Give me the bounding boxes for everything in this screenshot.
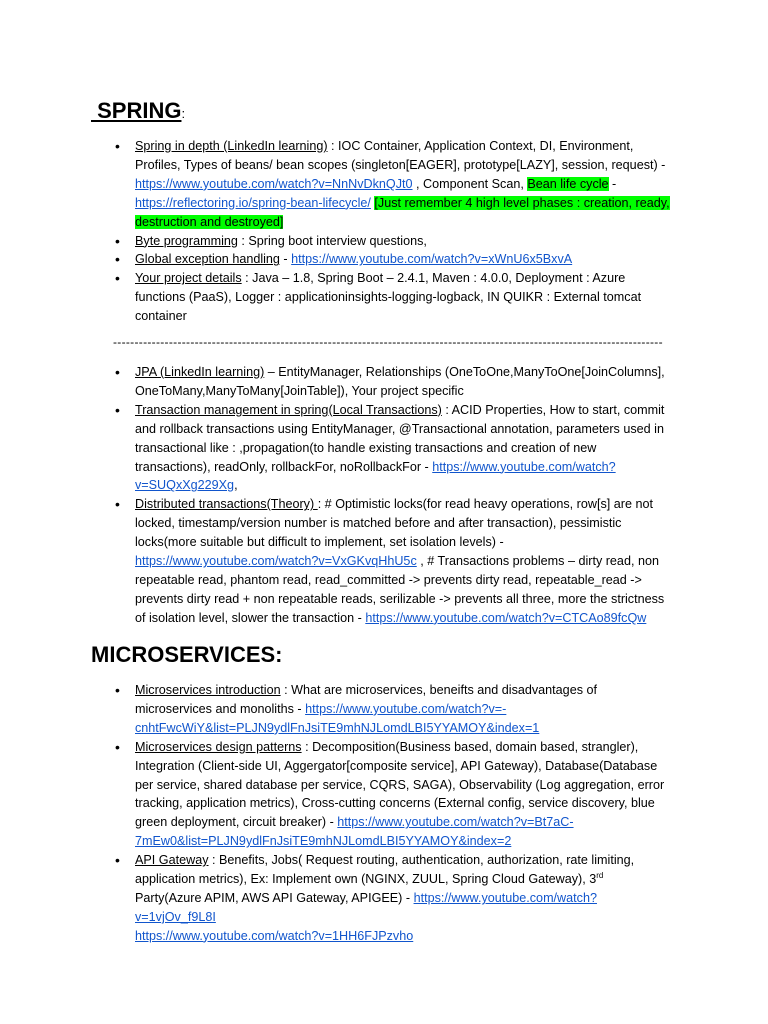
item-title: Transaction management in spring(Local Transactions) — [135, 402, 442, 417]
item-text: : # Optimistic locks(for read heavy operations, row[s] are not locked, timestamp/version number is matched before and after transaction), pessimistic locks(more suitable but difficult to implement, set isolation levels) - — [135, 497, 653, 550]
item-text: – EntityManager, Relationships (OneToOne,ManyToOne[JoinColumns], OneToMany,ManyToMany[JoinTable]), Your project specific — [135, 365, 665, 398]
item-text: - — [279, 252, 292, 267]
spring-heading — [91, 98, 185, 127]
list-item — [113, 738, 673, 851]
youtube-link[interactable]: https://www.youtube.com/watch?v=VxGKvqHhU5c — [135, 554, 417, 569]
item-text: : Java – 1.8, Spring Boot – 2.4.1, Maven : 4.0.0, Deployment : Azure functions (PaaS), Logger : applicationinsights-logging-logback, IN QUIKR : External tomcat container — [135, 271, 642, 324]
reflectoring-link[interactable]: https://reflectoring.io/spring-bean-lifecycle/ — [135, 195, 371, 210]
item-text: : Decomposition(Business based, domain based, strangler), Integration (Client-side UI, Aggergator[composite service], API Gateway), Database(Database per service, shared database per service, CQRS, SAGA), Observability (Log aggregation, error tracking, application metrics), Cross-cutting concerns (External config, service discovery, blue green deployment, circuit breaker) - — [135, 739, 665, 830]
youtube-link[interactable]: https://www.youtube.com/watch?v=1HH6FJPzvho — [135, 928, 414, 943]
item-title: Byte programming — [135, 233, 238, 248]
list-item — [113, 681, 673, 738]
list-item — [113, 137, 673, 232]
item-text: : Spring boot interview questions, — [237, 233, 427, 248]
list-item — [113, 232, 673, 251]
youtube-link[interactable]: https://www.youtube.com/watch?v=1vjOv_f9L8I — [135, 890, 597, 924]
item-text: : What are microservices, beneifts and disadvantages of microservices and monoliths - — [135, 683, 597, 716]
youtube-link[interactable]: https://www.youtube.com/watch?v=SUQxXg229Xg — [135, 459, 616, 493]
item-text: , — [234, 478, 238, 493]
spring-heading-text: SPRING — [91, 98, 182, 123]
spring-heading-colon: : — [181, 106, 186, 121]
item-title: Spring in depth (LinkedIn learning) — [135, 139, 328, 153]
spring-list — [113, 137, 673, 326]
item-title: Your project details — [135, 271, 242, 286]
list-item — [113, 851, 673, 946]
jpa-list — [113, 363, 673, 628]
item-text: , Component Scan, — [412, 176, 528, 191]
item-title: Global exception handling — [135, 252, 280, 267]
microservices-list — [113, 681, 673, 946]
list-item — [113, 401, 673, 496]
list-item — [113, 269, 673, 326]
youtube-link[interactable]: https://www.youtube.com/watch?v=NnNvDknQJt0 — [135, 176, 413, 191]
ordinal-suffix: rd — [596, 870, 604, 880]
list-item — [113, 250, 673, 269]
item-text: - — [608, 176, 617, 191]
highlighted-text: [Just remember 4 high level phases : creation, ready, destruction and destroyed] — [135, 195, 670, 229]
item-text: : ACID Properties, How to start, commit and rollback transactions using EntityManager, @Transactional annotation, parameters used in transactional like : ,propagation(to handle existing transactions and creation of new transactions), readOnly, rollbackFor, noRollbackFor - — [135, 402, 665, 474]
list-item — [113, 495, 673, 627]
list-item — [113, 363, 673, 401]
youtube-link[interactable]: https://www.youtube.com/watch?v=CTCAo89fcQw — [365, 610, 647, 625]
youtube-link[interactable]: https://www.youtube.com/watch?v=Bt7aC-7mEw0&list=PLJN9ydlFnJsiTE9mhNJLomdLBI5YYAMOY&index=2 — [135, 815, 574, 849]
item-title: JPA (LinkedIn learning) — [135, 365, 265, 379]
highlighted-text: Bean life cycle — [527, 176, 609, 191]
separator-line: -------------------------------------------------------------------------------------------------------------------------------- — [113, 335, 663, 349]
item-text: : Benefits, Jobs( Request routing, authentication, authorization, rate limiting, application metrics), Ex: Implement own (NGINX, ZUUL, Spring Cloud Gateway), 3 — [135, 853, 635, 887]
item-title: Microservices design patterns — [135, 739, 302, 754]
youtube-link[interactable]: https://www.youtube.com/watch?v=xWnU6x5BxvA — [291, 252, 573, 267]
microservices-heading: MICROSERVICES: — [91, 642, 283, 667]
item-title: Distributed transactions(Theory) — [135, 497, 318, 512]
item-text: , # Transactions problems – dirty read, non repeatable read, phantom read, read_committed -> prevents dirty read, repeatable_read -> prevents dirty read + non repeatable reads, serilizable -> prevents all three, more the strictness of isolation level, slower the transaction - — [135, 554, 665, 625]
youtube-link[interactable]: https://www.youtube.com/watch?v=-cnhtFwcWiY&list=PLJN9ydlFnJsiTE9mhNJLomdLBI5YYAMOY&index=1 — [135, 701, 540, 735]
item-title: Microservices introduction — [135, 683, 281, 697]
item-text: : IOC Container, Application Context, DI, Environment, Profiles, Types of beans/ bean scopes (singleton[EAGER], prototype[LAZY], session, request) - — [135, 139, 666, 172]
item-text: Party(Azure APIM, AWS API Gateway, APIGEE) - — [135, 890, 414, 905]
item-title: API Gateway — [135, 853, 209, 868]
